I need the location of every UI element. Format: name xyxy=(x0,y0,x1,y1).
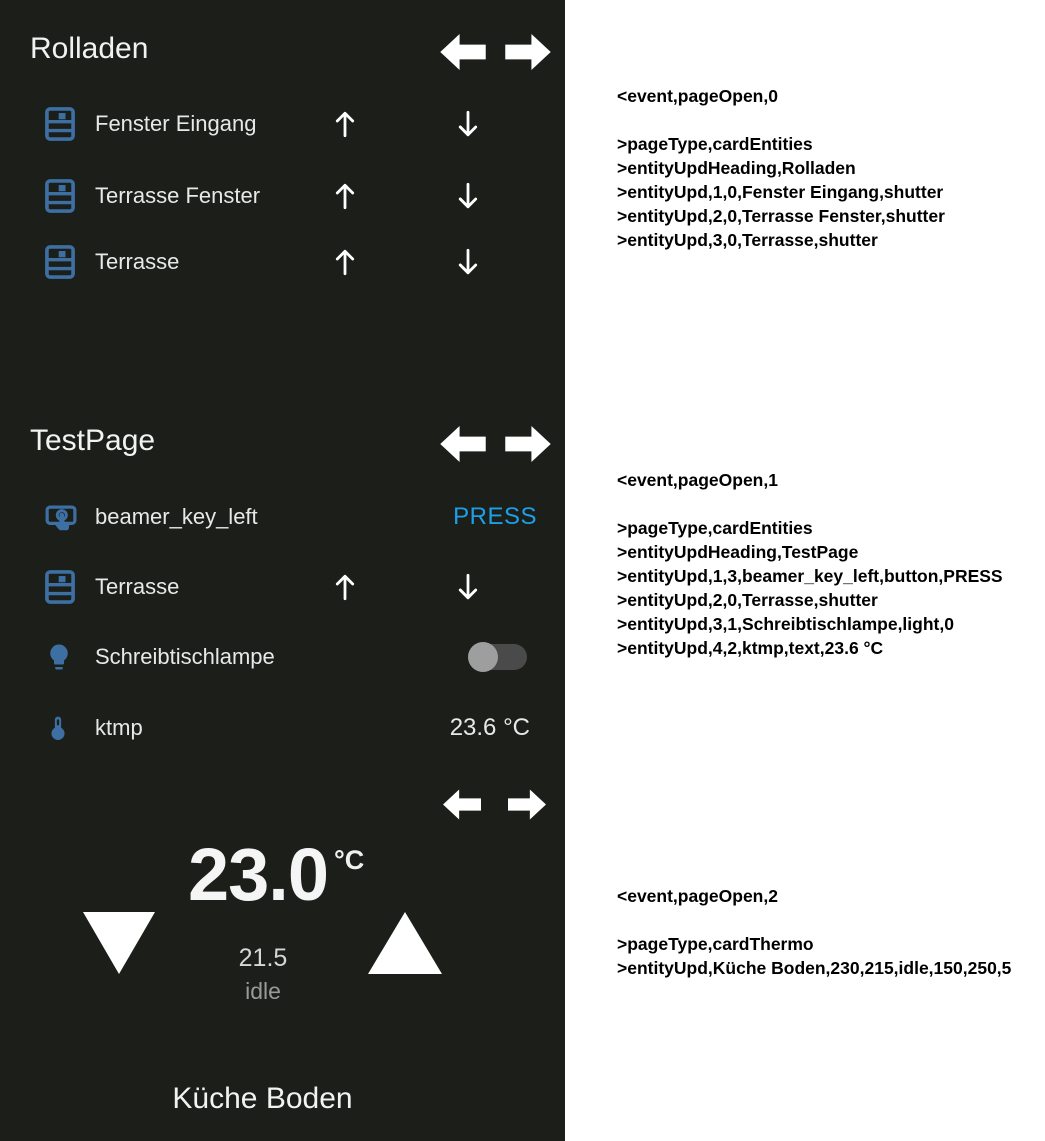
nav-next-button[interactable] xyxy=(505,34,551,70)
shutter-down-button[interactable] xyxy=(455,109,481,139)
window-shutter-icon xyxy=(44,570,76,604)
log-block-page1 xyxy=(617,468,1003,660)
log-line: >entityUpd,4,2,ktmp,text,23.6 °C xyxy=(617,638,884,658)
nav-next-button[interactable] xyxy=(505,426,551,462)
nav-prev-button[interactable] xyxy=(440,426,486,462)
entity-label: ktmp xyxy=(95,715,143,740)
page-title: Rolladen xyxy=(30,32,149,65)
window-shutter-icon xyxy=(44,107,76,141)
log-line: >pageType,cardEntities xyxy=(617,134,813,154)
log-line: <event,pageOpen,0 xyxy=(617,86,778,106)
log-panel xyxy=(565,0,1045,1141)
light-toggle-switch[interactable] xyxy=(468,642,527,672)
shutter-up-button[interactable] xyxy=(332,572,358,602)
temp-increase-button[interactable] xyxy=(368,912,442,974)
entity-label: Schreibtischlampe xyxy=(95,644,275,669)
nav-prev-button[interactable] xyxy=(440,34,486,70)
entity-label: beamer_key_left xyxy=(95,504,258,529)
log-line: >entityUpd,3,1,Schreibtischlampe,light,0 xyxy=(617,614,954,634)
log-line: >entityUpdHeading,Rolladen xyxy=(617,158,856,178)
log-line: <event,pageOpen,1 xyxy=(617,470,778,490)
shutter-down-button[interactable] xyxy=(455,572,481,602)
entity-label: Terrasse xyxy=(95,574,180,599)
entity-row xyxy=(0,555,565,619)
shutter-up-button[interactable] xyxy=(332,247,358,277)
log-line: <event,pageOpen,2 xyxy=(617,886,778,906)
current-temperature: 23.0 xyxy=(188,833,329,916)
log-line: >entityUpd,2,0,Terrasse,shutter xyxy=(617,590,878,610)
entity-row xyxy=(0,164,565,228)
entity-row xyxy=(0,625,565,689)
thermostat-name: Küche Boden xyxy=(172,1082,353,1115)
hvac-state: idle xyxy=(245,978,281,1004)
temperature-unit: °C xyxy=(334,845,365,875)
log-line: >pageType,cardEntities xyxy=(617,518,813,538)
entity-label: Terrasse Fenster xyxy=(95,183,261,208)
shutter-up-button[interactable] xyxy=(332,181,358,211)
log-line: >entityUpdHeading,TestPage xyxy=(617,542,859,562)
log-line: >entityUpd,1,0,Fenster Eingang,shutter xyxy=(617,182,944,202)
entity-row xyxy=(0,92,565,156)
shutter-down-button[interactable] xyxy=(455,247,481,277)
log-block-page0 xyxy=(617,84,945,252)
page-title: TestPage xyxy=(30,424,156,457)
log-line: >entityUpd,1,3,beamer_key_left,button,PRESS xyxy=(617,566,1003,586)
log-line: >entityUpd,2,0,Terrasse Fenster,shutter xyxy=(617,206,945,226)
log-line: >entityUpd,Küche Boden,230,215,idle,150,250,5 xyxy=(617,958,1012,978)
log-line: >entityUpd,3,0,Terrasse,shutter xyxy=(617,230,878,250)
toggle-knob xyxy=(468,642,498,672)
temp-decrease-button[interactable] xyxy=(83,912,155,974)
shutter-up-button[interactable] xyxy=(332,109,358,139)
entity-label: Terrasse xyxy=(95,249,180,274)
temperature-value: 23.6 °C xyxy=(449,714,530,741)
target-temperature: 21.5 xyxy=(238,944,288,972)
nav-prev-button[interactable] xyxy=(443,789,481,820)
entity-row xyxy=(0,230,565,294)
entity-row xyxy=(0,485,565,549)
log-block-page2 xyxy=(617,884,1011,980)
gesture-tap-button-icon xyxy=(44,501,78,533)
thermometer-icon xyxy=(44,714,72,742)
nav-next-button[interactable] xyxy=(508,789,546,820)
lightbulb-icon xyxy=(44,642,74,672)
window-shutter-icon xyxy=(44,179,76,213)
window-shutter-icon xyxy=(44,245,76,279)
shutter-down-button[interactable] xyxy=(455,181,481,211)
entity-label: Fenster Eingang xyxy=(95,111,257,136)
press-button[interactable]: PRESS xyxy=(453,503,537,530)
log-line: >pageType,cardThermo xyxy=(617,934,814,954)
entity-row xyxy=(0,696,565,760)
